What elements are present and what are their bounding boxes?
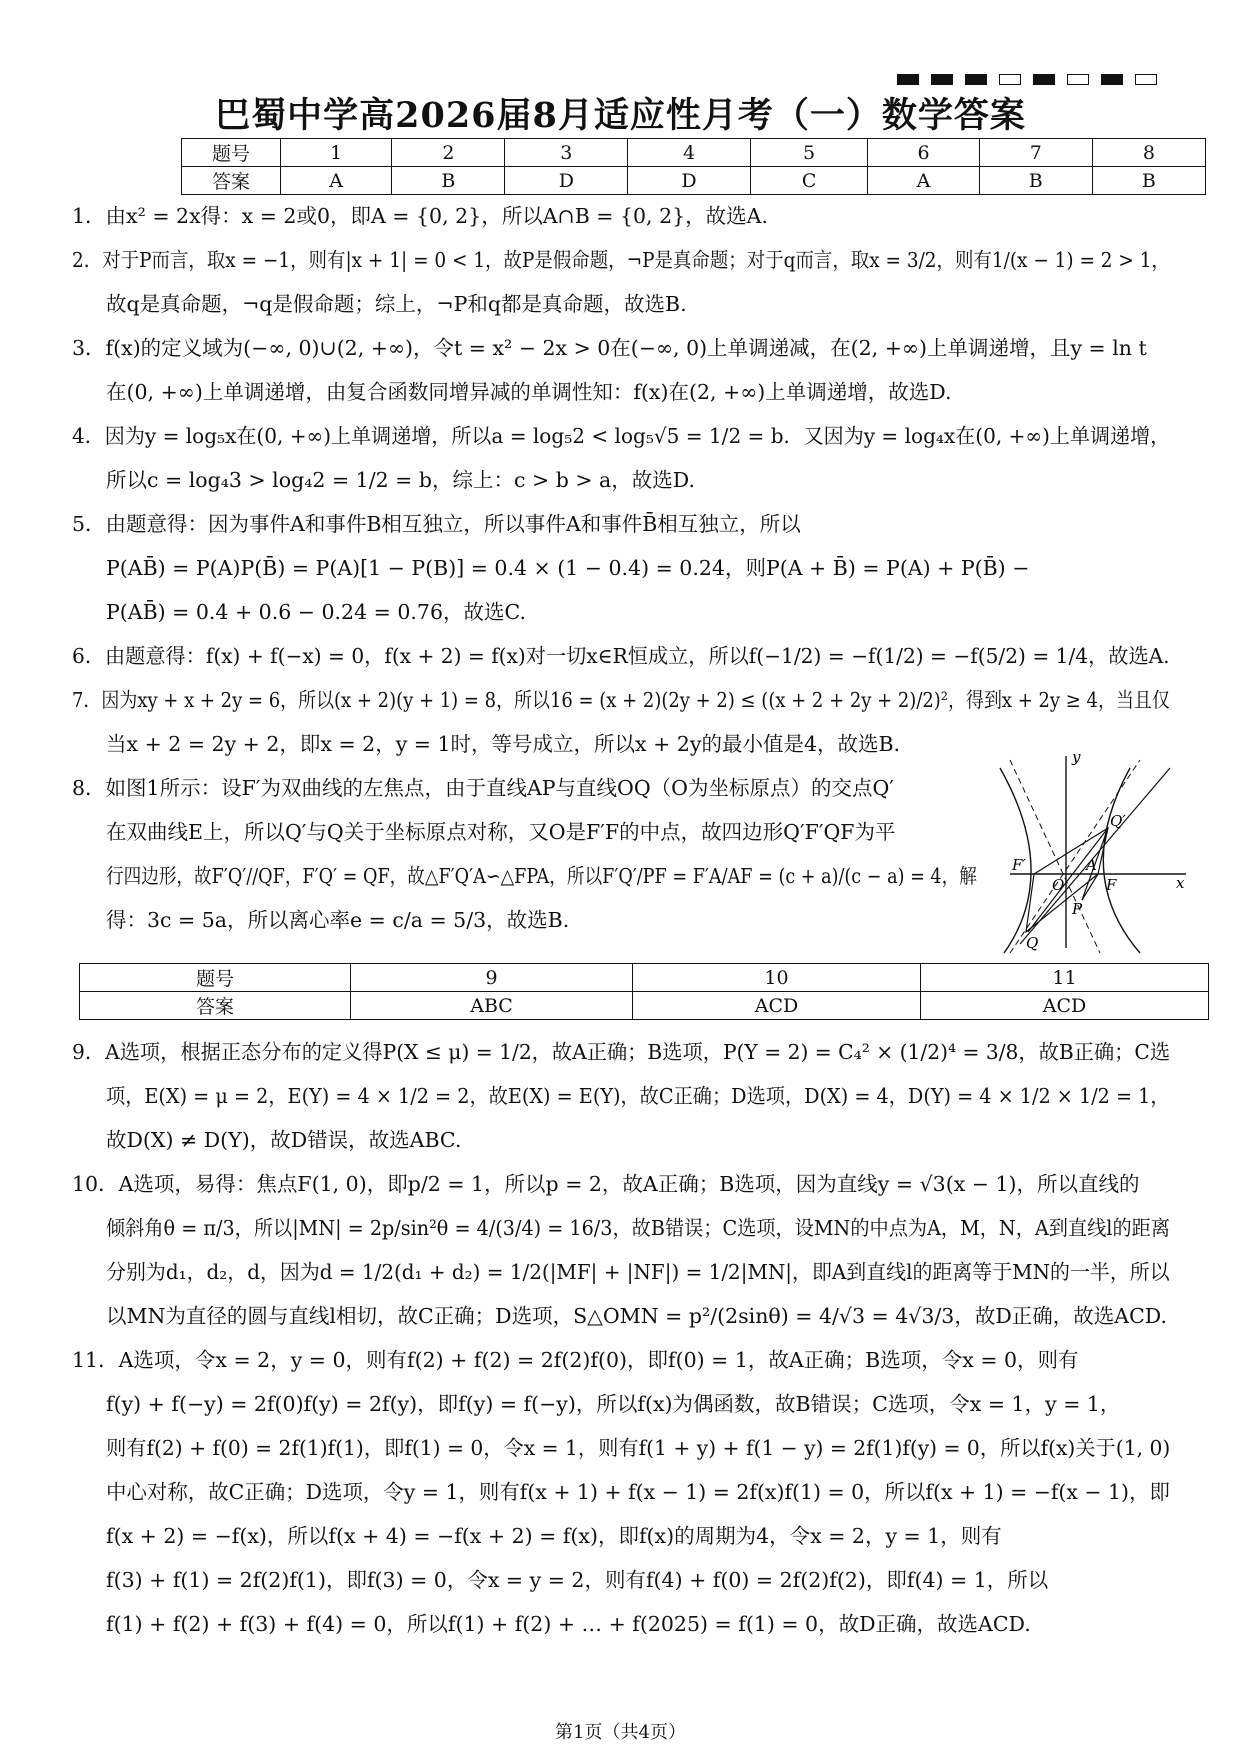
solution-line: 8．如图1所示：设F′为双曲线的左焦点，由于直线AP与直线OQ（O为坐标原点）的交点Q′: [72, 776, 894, 800]
label: y: [1072, 748, 1081, 766]
header-marks: [897, 74, 1157, 85]
mark-filled: [931, 74, 953, 85]
table-cell: 1: [281, 139, 392, 167]
table-cell: 11: [921, 964, 1209, 992]
solution-line: 得：3c = 5a，所以离心率e = c/a = 5/3，故选B.: [106, 908, 570, 932]
solution-line: 1．由x² = 2x得：x = 2或0，即A = {0, 2}，所以A∩B = {0, 2}，故选A.: [72, 204, 768, 228]
hyperbola-right-branch: [1103, 768, 1140, 953]
page-footer: 第1页（共4页）: [555, 1722, 686, 1743]
table-cell: ABC: [351, 992, 633, 1020]
solution-line: f(1) + f(2) + f(3) + f(4) = 0，所以f(1) + f(2) + … + f(2025) = f(1) = 0，故D正确，故选ACD.: [106, 1612, 1031, 1636]
solution-line: 在双曲线E上，所以Q′与Q关于坐标原点对称，又O是F′F的中点，故四边形Q′F′QF为平: [106, 820, 896, 844]
table-cell: 7: [979, 139, 1092, 167]
label: A: [1086, 856, 1097, 874]
solution-line: 行四边形，故F′Q′//QF，F′Q′ = QF，故△F′Q′A∽△FPA，所以F′Q′/PF = F′A/AF = (c + a)/(c − a) = 4，解: [106, 864, 977, 888]
solution-line: f(3) + f(1) = 2f(2)f(1)，即f(3) = 0，令x = y = 2，则有f(4) + f(0) = 2f(2)f(2)，即f(4) = 1，所以: [106, 1568, 1049, 1592]
table-cell: 题号: [80, 964, 351, 992]
solution-line: P(AB̄) = 0.4 + 0.6 − 0.24 = 0.76，故选C.: [106, 600, 526, 624]
label: Q′: [1110, 812, 1126, 830]
solution-line: 所以c = log₄3 > log₄2 = 1/2 = b，综上：c > b > a，故选D.: [106, 468, 695, 492]
label: F′: [1012, 856, 1026, 874]
table-cell: 2: [392, 139, 505, 167]
table-cell: 题号: [182, 139, 281, 167]
table-cell: 9: [351, 964, 633, 992]
table-cell: 6: [868, 139, 979, 167]
label: x: [1176, 874, 1185, 892]
table-cell: 5: [750, 139, 867, 167]
solution-line: 10．A选项，易得：焦点F(1, 0)，即p/2 = 1，所以p = 2，故A正确；B选项，因为直线y = √3(x − 1)，所以直线的: [72, 1172, 1140, 1196]
table-cell: D: [505, 167, 628, 195]
table-cell: A: [281, 167, 392, 195]
table-cell: 答案: [80, 992, 351, 1020]
hyperbola-figure: [990, 748, 1190, 958]
table-cell: B: [1092, 167, 1205, 195]
solution-line: 当x + 2 = 2y + 2，即x = 2，y = 1时，等号成立，所以x + 2y的最小值是4，故选B.: [106, 732, 901, 756]
table-cell: 10: [633, 964, 921, 992]
table-cell: 3: [505, 139, 628, 167]
solution-line: 以MN为直径的圆与直线l相切，故C正确；D选项，S△OMN = p²/(2sinθ) = 4/√3 = 4√3/3，故D正确，故选ACD.: [106, 1304, 1167, 1328]
table-cell: B: [979, 167, 1092, 195]
table-row: [80, 992, 1209, 1020]
solution-line: 故q是真命题，¬q是假命题；综上，¬P和q都是真命题，故选B.: [106, 292, 687, 316]
mark-empty: [999, 74, 1021, 85]
solution-line: 7．因为xy + x + 2y = 6，所以(x + 2)(y + 1) = 8，所以16 = (x + 2)(2y + 2) ≤ ((x + 2 + 2y + 2)/2)²，得到x + 2y ≥ 4，当且仅: [72, 688, 1170, 712]
table-cell: D: [628, 167, 751, 195]
table-cell: B: [392, 167, 505, 195]
table-row: [80, 964, 1209, 992]
label: P: [1072, 900, 1083, 918]
solution-line: 分别为d₁，d₂，d，因为d = 1/2(d₁ + d₂) = 1/2(|MF| + |NF|) = 1/2|MN|，即A到直线l的距离等于MN的一半，所以: [106, 1260, 1170, 1284]
mark-empty: [1135, 74, 1157, 85]
line-AP: [1028, 828, 1108, 932]
solution-line: 在(0, +∞)上单调递增，由复合函数同增异减的单调性知：f(x)在(2, +∞)上单调递增，故选D.: [106, 380, 952, 404]
solutions-block-2: [72, 1030, 1170, 1646]
table-cell: ACD: [921, 992, 1209, 1020]
solution-line: P(AB̄) = P(A)P(B̄) = P(A)[1 − P(B)] = 0.4 × (1 − 0.4) = 0.24，则P(A + B̄) = P(A) + P(B̄) −: [106, 556, 1030, 580]
solution-line: 2．对于P而言，取x = −1，则有|x + 1| = 0 < 1，故P是假命题，¬P是真命题；对于q而言，取x = 3/2，则有1/(x − 1) = 2 > 1，: [72, 248, 1170, 272]
mark-filled: [965, 74, 987, 85]
solution-line: 倾斜角θ = π/3，所以|MN| = 2p/sin²θ = 4/(3/4) = 16/3，故B错误；C选项，设MN的中点为A，M，N，A到直线l的距离: [106, 1216, 1170, 1240]
solution-line: 中心对称，故C正确；D选项，令y = 1，则有f(x + 1) + f(x − 1) = 2f(x)f(1) = 0，所以f(x + 1) = −f(x − 1)，即: [106, 1480, 1170, 1504]
table-cell: 4: [628, 139, 751, 167]
solution-line: 6．由题意得：f(x) + f(−x) = 0，f(x + 2) = f(x)对一切x∈R恒成立，所以f(−1/2) = −f(1/2) = −f(5/2) = 1/4，故选A.: [72, 644, 1170, 668]
page-title: 巴蜀中学高2026届8月适应性月考（一）数学答案: [215, 95, 1026, 136]
table-cell: 答案: [182, 167, 281, 195]
solution-line: 故D(X) ≠ D(Y)，故D错误，故选ABC.: [106, 1128, 462, 1152]
mark-filled: [897, 74, 919, 85]
solution-line: 5．由题意得：因为事件A和事件B相互独立，所以事件A和事件B̄相互独立，所以: [72, 512, 801, 536]
solution-line: f(x + 2) = −f(x)，所以f(x + 4) = −f(x + 2) = f(x)，即f(x)的周期为4，令x = 2，y = 1，则有: [106, 1524, 1002, 1548]
mark-filled: [1033, 74, 1055, 85]
table-row: [182, 167, 1206, 195]
solution-line: 则有f(2) + f(0) = 2f(1)f(1)，即f(1) = 0，令x = 1，则有f(1 + y) + f(1 − y) = 2f(1)f(y) = 0，所以f(x)关于(1, 0): [106, 1436, 1171, 1460]
table-cell: A: [868, 167, 979, 195]
table-row: [182, 139, 1206, 167]
solution-line: 9．A选项，根据正态分布的定义得P(X ≤ μ) = 1/2，故A正确；B选项，P(Y = 2) = C₄² × (1/2)⁴ = 3/8，故B正确；C选: [72, 1040, 1171, 1064]
table-cell: 8: [1092, 139, 1205, 167]
label: O: [1052, 876, 1065, 894]
label: F: [1106, 876, 1117, 894]
table-cell: C: [750, 167, 867, 195]
solution-line: 项，E(X) = μ = 2，E(Y) = 4 × 1/2 = 2，故E(X) = E(Y)，故C正确；D选项，D(X) = 4，D(Y) = 4 × 1/2 × 1/2 = 1，: [106, 1084, 1170, 1108]
solution-line: 11．A选项，令x = 2，y = 0，则有f(2) + f(2) = 2f(2)f(0)，即f(0) = 1，故A正确；B选项，令x = 0，则有: [72, 1348, 1079, 1372]
mark-empty: [1067, 74, 1089, 85]
solution-line: f(y) + f(−y) = 2f(0)f(y) = 2f(y)，即f(y) = f(−y)，所以f(x)为偶函数，故B错误；C选项，令x = 1，y = 1，: [106, 1392, 1121, 1416]
label: Q: [1026, 934, 1039, 952]
answer-table-1: [181, 138, 1206, 195]
solution-line: 3．f(x)的定义域为(−∞, 0)∪(2, +∞)，令t = x² − 2x > 0在(−∞, 0)上单调递减，在(2, +∞)上单调递增，且y = ln t: [72, 336, 1147, 360]
mark-filled: [1101, 74, 1123, 85]
answer-table-2: [79, 963, 1209, 1020]
table-cell: ACD: [633, 992, 921, 1020]
solution-line: 4．因为y = log₅x在(0, +∞)上单调递增，所以a = log₅2 < log₅√5 = 1/2 = b．又因为y = log₄x在(0, +∞)上单调递增，: [72, 424, 1171, 448]
